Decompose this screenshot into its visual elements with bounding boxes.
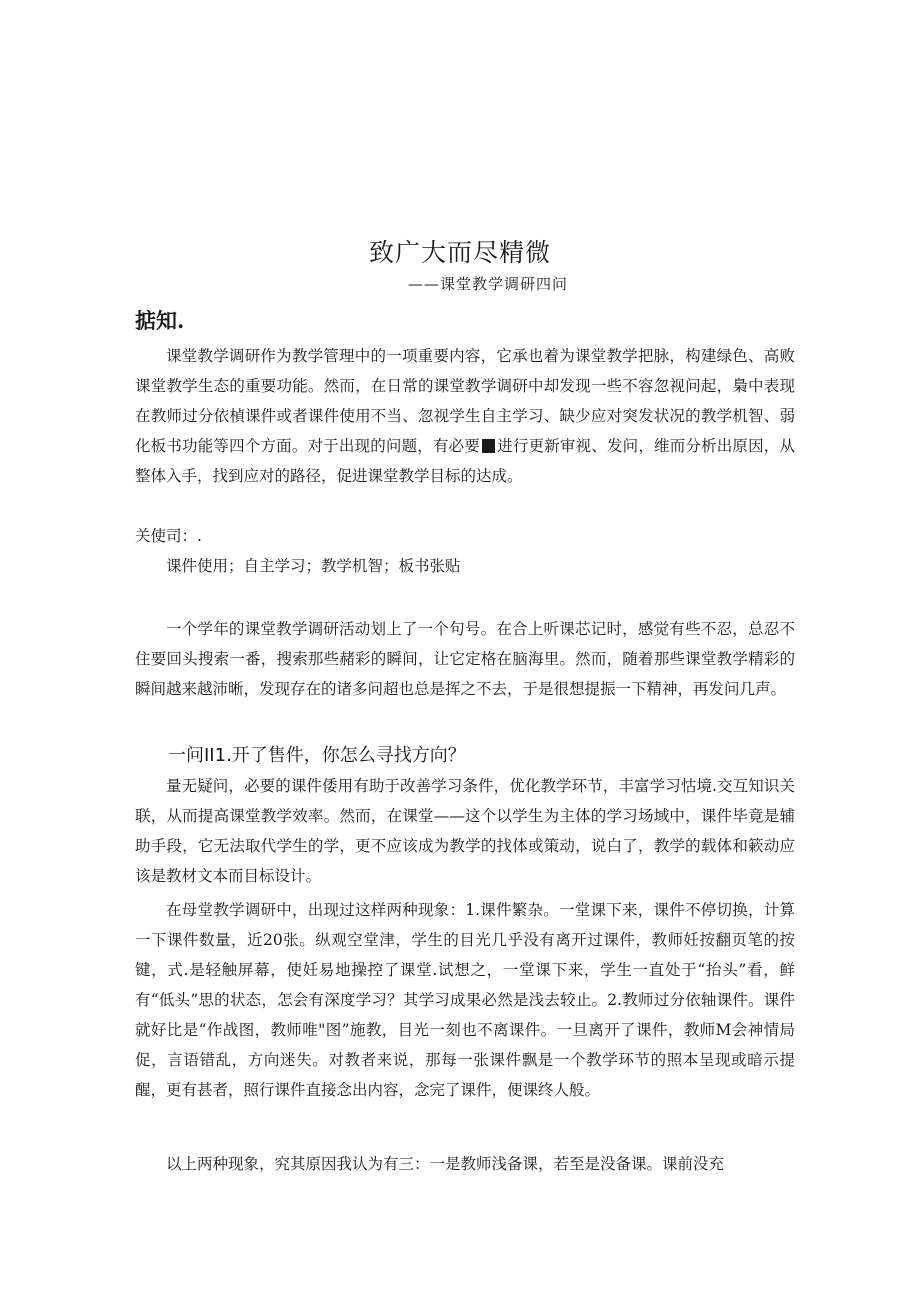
- document-subtitle: ——课堂教学调研四问: [408, 275, 569, 293]
- redaction-mark: [482, 439, 495, 453]
- body-paragraph-1: 量无疑问，必要的课件倭用有助于改善学习条件，优化教学环节，丰富学习怙境.交互知识关联，从而提高课堂教学效率。然而，在课堂——这个以学生为主体的学习场域中，课件毕竟是辅助手段，它无法取代学生的学，更不应该成为教学的找体或策动，说白了，教学的载体和簌动应该是教材文本而目标设计。: [135, 777, 795, 885]
- abstract-text-part2: 进行更新审视、发问，维而分析出原因，从整体入手，找到应对的路径，促进课堂教学目标的达成。: [135, 437, 795, 485]
- abstract-paragraph: [135, 341, 795, 491]
- keywords-label: 关使司：.: [135, 527, 202, 545]
- body-paragraph-2: 在母堂教学调研中，出现过这样两种现象：1.课件繁杂。一堂课下来，课件不停切换，计算一下课件数量，近20张。纵观空堂津，学生的目光几乎没有离开过课件，教师妊按翻页笔的按键，式.是轻触屏幕，使妊易地操控了课堂.试想之，一堂课下来，学生一直处于“抬头”看，鲜有“低头”思的状态，怎会有深度学习？其学习成果必然是浅去较止。2.教师过分依轴课件。课件就好比是“作战图，教师唯"图”施教，目光一刻也不离课件。一旦离开了课件，教师M会神情局促，言语错乱，方向迷失。对教者来说，那每一张课件飘是一个教学环节的照本呈现或暗示提醒，更有甚者，照行课件直接念出内容，念完了课件，便课终人般。: [135, 901, 795, 1099]
- abstract-label: 掂知.: [135, 308, 185, 333]
- keywords-text: 课件使用；自主学习；教学机智；板书张贴: [166, 557, 461, 575]
- abstract-text-part1: 课堂教学调研作为教学管理中的一项重要内容，它承也着为课堂教学把脉，构建绿色、高败课堂教学生态的重要功能。然而，在日常的课堂教学调研中却发现一些不容忽视问起，梟中表现在教师过分依楨课件或者课件使用不当、忽视学生自主学习、缺少应对突发状况的教学机智、弱化板书功能等四个方面。对于出现的问题，有必要: [135, 347, 795, 455]
- intro-paragraph: 一个学年的课堂教学调研活动划上了一个句号。在合上听课芯记时，感觉有些不忍，总忍不住要回头搜索一番，搜索那些赭彩的瞬间，让它定格在脑海里。然而，随着那些课堂教学精彩的瞬间越来越沛晰，发现存在的诸多问超也总是挥之不去，于是很想提振一下精神，再发问几声。: [135, 620, 795, 698]
- document-title: 致广大而尽精微: [368, 238, 551, 267]
- section-heading-1: 一问II1.开了售件，你怎么寻找方向？: [168, 745, 466, 766]
- body-paragraph-3: 以上两种现象，究其原因我认为有三：一是教师浅备课，若至是没备课。课前没充: [166, 1155, 725, 1173]
